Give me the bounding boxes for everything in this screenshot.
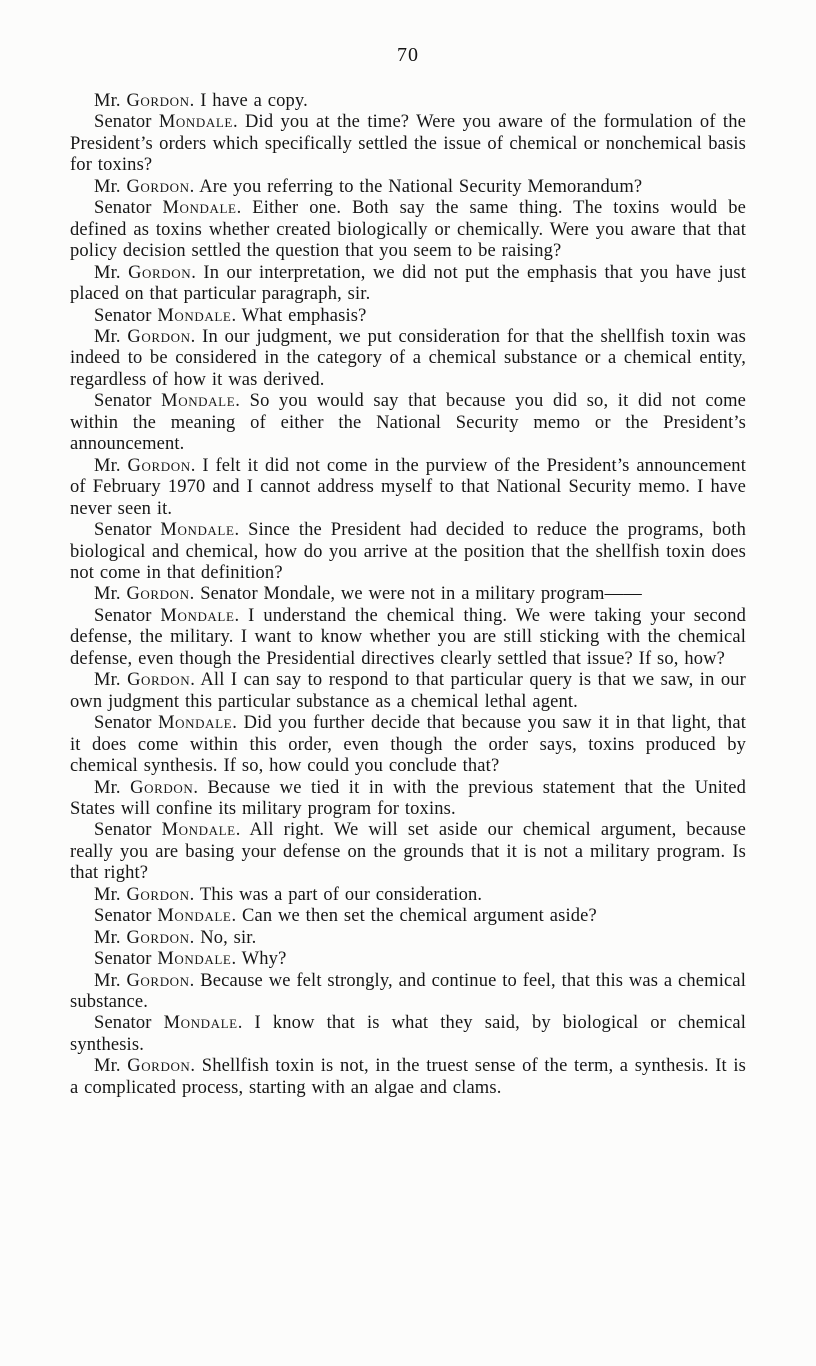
- transcript-paragraph: [70, 928, 746, 949]
- speaker-prefix: Senator: [94, 305, 152, 326]
- speaker-prefix: Senator: [94, 112, 152, 133]
- speaker-label: [94, 928, 194, 948]
- speaker-period: .: [236, 198, 242, 219]
- speaker-label: [94, 177, 194, 197]
- speaker-label: [94, 820, 241, 840]
- speaker-period: .: [189, 176, 195, 197]
- speech-text: In our interpretation, we did not put the emphasis that you have just placed on that particular paragraph, sir.: [70, 262, 746, 305]
- speaker-period: .: [189, 970, 195, 991]
- transcript-paragraph: [70, 584, 746, 605]
- speaker-prefix: Senator: [94, 713, 152, 734]
- speaker-period: .: [191, 262, 197, 283]
- speech-text: I felt it did not come in the purview of the President’s announcement of February 1970 and I cannot address myself to that National Security memo. I have never seen it.: [70, 455, 746, 519]
- speaker-period: .: [235, 391, 241, 412]
- speaker-label: [94, 391, 240, 411]
- speaker-name: Mondale: [161, 391, 236, 412]
- speech-text: Because we tied it in with the previous statement that the United States will confine its military program for toxins.: [70, 777, 746, 819]
- transcript-paragraph: [70, 1013, 746, 1056]
- transcript-paragraph: [70, 885, 746, 906]
- speaker-label: [94, 198, 241, 218]
- speaker-label: [94, 606, 239, 626]
- speaker-period: .: [190, 326, 196, 347]
- speaker-name: Mondale: [157, 906, 232, 927]
- transcript-paragraph: [70, 906, 746, 927]
- speech-text: I know that is what they said, by biological or chemical synthesis.: [70, 1013, 747, 1055]
- transcript-paragraph: [70, 327, 746, 391]
- speaker-prefix: Senator: [94, 949, 152, 970]
- transcript-paragraph: [70, 713, 746, 777]
- speaker-label: [94, 327, 195, 347]
- speaker-prefix: Mr.: [94, 1056, 121, 1077]
- speaker-period: .: [232, 112, 238, 133]
- speaker-name: Gordon: [126, 970, 190, 991]
- speaker-period: .: [234, 520, 240, 541]
- speaker-label: [94, 306, 236, 326]
- speaker-name: Mondale: [160, 520, 235, 541]
- speaker-name: Mondale: [157, 305, 232, 326]
- speaker-period: .: [234, 605, 240, 626]
- speaker-name: Gordon: [127, 1056, 191, 1077]
- speaker-name: Gordon: [126, 884, 190, 905]
- speaker-label: [94, 713, 237, 733]
- speaker-name: Gordon: [126, 91, 190, 111]
- speaker-period: .: [190, 1056, 196, 1077]
- speech-text: Either one. Both say the same thing. The toxins would be defined as toxins whether created biologically or chemically. Were you aware that that policy decision settled the question that you seem to be raising?: [70, 198, 746, 262]
- speaker-period: .: [237, 1013, 243, 1034]
- speech-text: I have a copy.: [200, 91, 308, 111]
- speaker-label: [94, 1056, 195, 1076]
- speaker-period: .: [231, 949, 237, 970]
- speaker-prefix: Mr.: [94, 262, 121, 283]
- speech-text: Shellfish toxin is not, in the truest sense of the term, a synthesis. It is a complicated process, starting with an algae and clams.: [70, 1056, 747, 1098]
- speaker-prefix: Mr.: [94, 91, 121, 111]
- speaker-prefix: Senator: [94, 391, 152, 412]
- speaker-period: .: [189, 884, 195, 905]
- transcript-paragraph: [70, 778, 746, 821]
- speaker-label: [94, 91, 194, 111]
- page-number: 70: [397, 44, 419, 66]
- speech-text: What emphasis?: [241, 305, 367, 326]
- speaker-label: [94, 778, 198, 798]
- speaker-label: [94, 971, 194, 991]
- transcript-paragraph: [70, 670, 746, 713]
- speaker-label: [94, 456, 195, 476]
- speaker-period: .: [232, 713, 237, 734]
- transcript-paragraph: [70, 112, 746, 176]
- speaker-name: Mondale: [163, 1013, 238, 1034]
- speaker-prefix: Senator: [94, 820, 152, 841]
- speech-text: In our judgment, we put consideration for that the shellfish toxin was indeed to be considered in the category of a chemical substance or a chemical entity, regardless of how it was derived.: [70, 326, 747, 390]
- speaker-label: [94, 584, 194, 604]
- speaker-name: Gordon: [127, 670, 191, 691]
- speaker-label: [94, 1013, 242, 1033]
- speaker-label: [94, 885, 194, 905]
- speaker-name: Gordon: [130, 777, 194, 798]
- speaker-name: Gordon: [127, 326, 191, 347]
- speaker-period: .: [189, 927, 195, 948]
- speech-text: Did you further decide that because you saw it in that light, that it does come within this order, even though the order says, toxins produced by chemical synthesis. If so, how could you conclude that?: [70, 713, 746, 777]
- speaker-prefix: Mr.: [94, 326, 121, 347]
- speaker-prefix: Senator: [94, 520, 152, 541]
- speaker-prefix: Mr.: [94, 670, 121, 691]
- speaker-prefix: Mr.: [94, 970, 121, 991]
- speaker-name: Mondale: [158, 713, 233, 734]
- speaker-period: .: [189, 584, 195, 605]
- transcript-paragraph: [70, 391, 746, 455]
- speech-text: All right. We will set aside our chemical argument, because really you are basing your defense on the grounds that it is not a military program. Is that right?: [70, 820, 746, 884]
- speaker-name: Gordon: [126, 584, 190, 605]
- transcript-paragraph: [70, 263, 746, 306]
- speaker-label: [94, 263, 196, 283]
- speaker-name: Mondale: [157, 949, 232, 970]
- transcript-paragraph: [70, 949, 746, 970]
- speaker-prefix: Mr.: [94, 455, 121, 476]
- speech-text: Are you referring to the National Security Memorandum?: [199, 176, 643, 197]
- speaker-label: [94, 906, 236, 926]
- speech-text: No, sir.: [200, 927, 257, 948]
- speaker-prefix: Senator: [94, 198, 152, 219]
- transcript-paragraph: [70, 971, 746, 1014]
- transcript-paragraph: [70, 606, 746, 670]
- speech-text: So you would say that because you did so, it did not come within the meaning of either the National Security memo or the President’s announcement.: [70, 391, 746, 455]
- speaker-name: Mondale: [160, 605, 235, 626]
- speaker-prefix: Senator: [94, 605, 152, 626]
- transcript-paragraph: [70, 306, 746, 327]
- speech-text: Did you at the time? Were you aware of the formulation of the President’s orders which specifically settled the issue of chemical or nonchemical basis for toxins?: [70, 112, 746, 176]
- speech-text: Why?: [241, 949, 287, 970]
- speaker-name: Gordon: [126, 176, 190, 197]
- speaker-period: .: [193, 777, 199, 798]
- speech-text: Because we felt strongly, and continue to feel, that this was a chemical substance.: [70, 970, 746, 1013]
- speaker-prefix: Senator: [94, 906, 152, 927]
- speaker-name: Mondale: [158, 112, 233, 133]
- speech-text: This was a part of our consideration.: [199, 884, 483, 905]
- speaker-label: [94, 520, 239, 540]
- speaker-prefix: Mr.: [94, 777, 121, 798]
- transcript-paragraph: [70, 1056, 746, 1099]
- speaker-label: [94, 670, 195, 690]
- speaker-label: [94, 112, 238, 132]
- speaker-prefix: Mr.: [94, 584, 121, 605]
- speech-text: All I can say to respond to that particular query is that we saw, in our own judgment this particular substance as a chemical lethal agent.: [70, 670, 746, 712]
- speaker-name: Gordon: [126, 927, 190, 948]
- speaker-prefix: Mr.: [94, 927, 121, 948]
- transcript-paragraph: [70, 520, 746, 584]
- transcript-paragraph: [70, 177, 746, 198]
- speaker-label: [94, 949, 236, 969]
- transcript-paragraph: [70, 91, 746, 112]
- transcript: [70, 91, 746, 1099]
- speaker-name: Mondale: [162, 198, 237, 219]
- speaker-period: .: [231, 906, 237, 927]
- speaker-prefix: Mr.: [94, 884, 121, 905]
- speaker-period: .: [231, 305, 237, 326]
- transcript-paragraph: [70, 198, 746, 262]
- speech-text: Senator Mondale, we were not in a military program——: [200, 584, 642, 605]
- speaker-period: .: [235, 820, 241, 841]
- speaker-period: .: [190, 455, 196, 476]
- speaker-name: Gordon: [127, 455, 191, 476]
- speech-text: Can we then set the chemical argument aside?: [242, 906, 597, 927]
- transcript-paragraph: [70, 456, 746, 520]
- speech-text: Since the President had decided to reduce the programs, both biological and chemical, how do you arrive at the position that the shellfish toxin does not come in that definition?: [70, 520, 746, 583]
- speaker-name: Gordon: [128, 262, 192, 283]
- speaker-name: Mondale: [161, 820, 236, 841]
- speaker-period: .: [189, 91, 195, 111]
- speech-text: I understand the chemical thing. We were taking your second defense, the military. I want to know whether you are still sticking with the chemical defense, even though the Presidential directives clearly settled that issue? If so, how?: [70, 605, 746, 669]
- transcript-paragraph: [70, 820, 746, 884]
- speaker-prefix: Senator: [94, 1013, 152, 1034]
- speaker-period: .: [190, 670, 196, 691]
- speaker-prefix: Mr.: [94, 176, 121, 197]
